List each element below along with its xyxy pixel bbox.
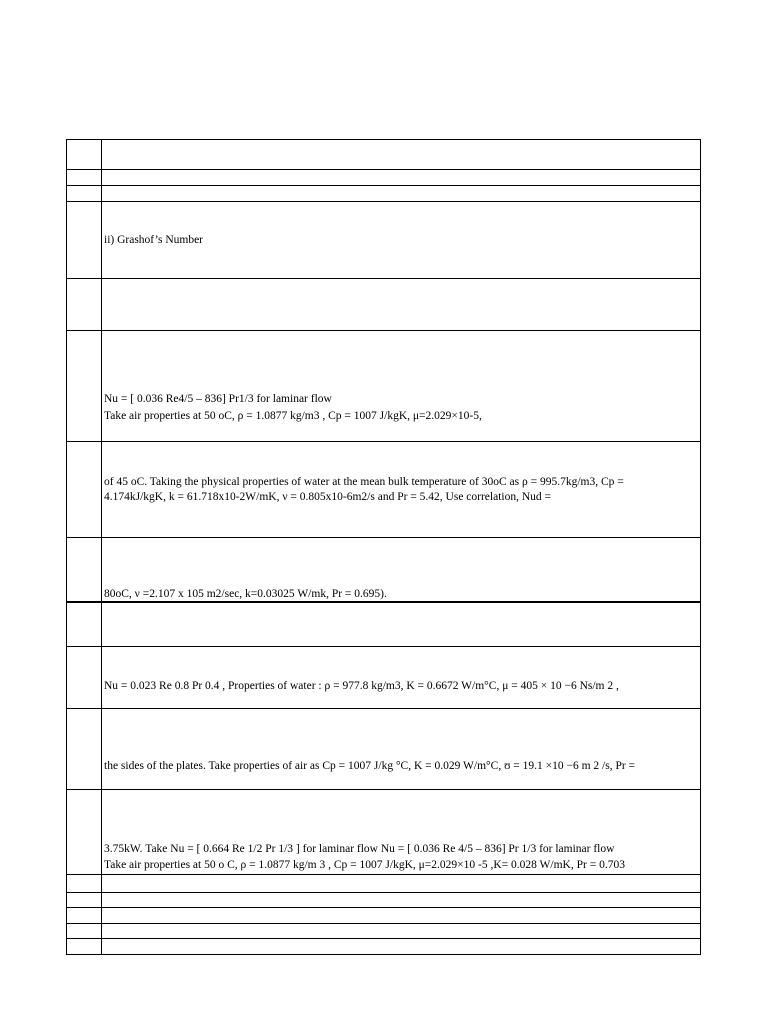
table-border-left (66, 139, 67, 955)
row4-text-line: ii) Grashof’s Number (104, 234, 204, 246)
table-border-bottom (66, 954, 701, 955)
row7-text-line: 4.174kJ/kgK, k = 61.718x10-2W/mK, ν = 0.805x10-6m2/s and Pr = 5.42, Use correlation, Nud = (104, 491, 552, 503)
row-divider (66, 278, 701, 279)
row-divider (66, 330, 701, 331)
row12-text-line: Take air properties at 50 o C, ρ = 1.0877 kg/m 3 , Cp = 1007 J/kgK, μ=2.029×10 -5 ,K= 0.028 W/mK, Pr = 0.703 (104, 859, 625, 871)
row-divider (66, 892, 701, 893)
row-divider (66, 537, 701, 538)
row-divider (66, 646, 701, 647)
row-divider (66, 169, 701, 170)
row-divider (66, 201, 701, 202)
table-column-divider (101, 139, 102, 955)
row-divider (66, 923, 701, 924)
row6-text-line: Nu = [ 0.036 Re4/5 – 836] Pr1/3 for laminar flow (104, 393, 332, 405)
row6-text-line: Take air properties at 50 oC, ρ = 1.0877 kg/m3 , Cp = 1007 J/kgK, μ=2.029×10-5, (104, 410, 482, 422)
row10-text-line: Nu = 0.023 Re 0.8 Pr 0.4 , Properties of water : ρ = 977.8 kg/m3, K = 0.6672 W/m°C, μ = 405 × 10 −6 Ns/m 2 , (104, 680, 619, 692)
row-divider (66, 441, 701, 442)
row12-text-line: 3.75kW. Take Nu = [ 0.664 Re 1/2 Pr 1/3 ] for laminar flow Nu = [ 0.036 Re 4/5 – 836] Pr 1/3 for laminar flow (104, 843, 615, 855)
row8-text-line: 80oC, ν =2.107 x 105 m2/sec, k=0.03025 W/mk, Pr = 0.695). (104, 588, 387, 600)
row-divider (66, 907, 701, 908)
row-divider (66, 789, 701, 790)
row7-text-line: of 45 oC. Taking the physical properties of water at the mean bulk temperature of 30oC as ρ = 995.7kg/m3, Cp = (104, 476, 624, 488)
table-border-top (66, 139, 701, 140)
row-divider (66, 708, 701, 709)
row-divider (66, 938, 701, 939)
table-border-right (700, 139, 701, 955)
row-divider (66, 874, 701, 875)
row11-text-line: the sides of the plates. Take properties of air as Cp = 1007 J/kg °C, K = 0.029 W/m°C, ʊ = 19.1 ×10 −6 m 2 /s, Pr = (104, 760, 636, 772)
row-divider (66, 185, 701, 186)
